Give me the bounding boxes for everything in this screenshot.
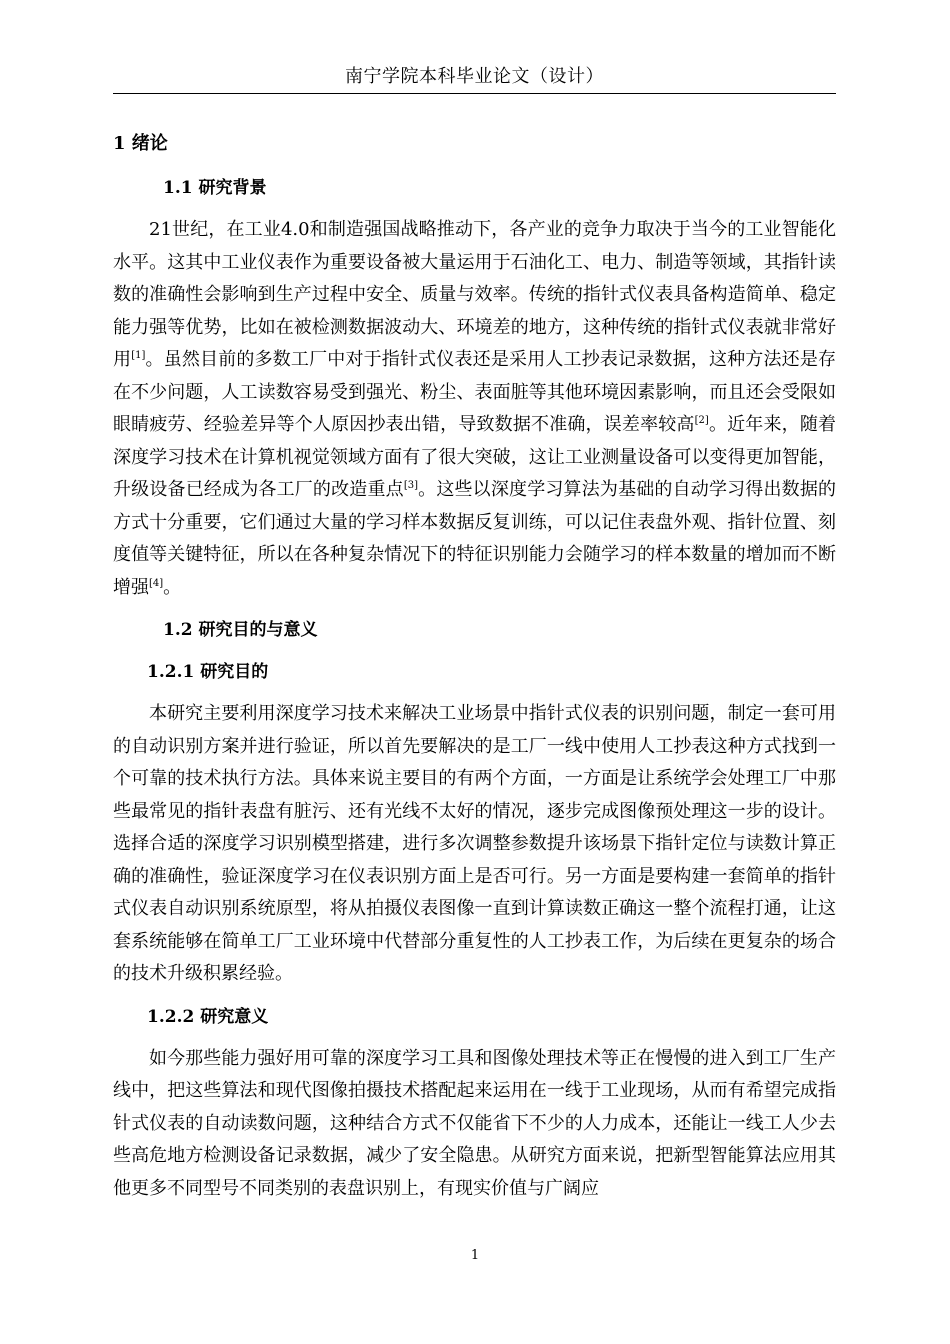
page-number: 1 bbox=[470, 1248, 480, 1263]
paragraph-text: 。近年来，随着深度学习技术在计算机视觉领域方面有了很大突破，这让工业测量设备可以变得更加智能，升级设备已经成为各工厂的改造重点 bbox=[113, 414, 837, 500]
subsection-heading-1-2-2: 1.2.2 研究意义 bbox=[147, 1006, 269, 1027]
paragraph-research-purpose: 本研究主要利用深度学习技术来解决工业场景中指针式仪表的识别问题，制定一套可用的自动识别方案并进行验证，所以首先要解决的是工厂一线中使用人工抄表这种方式找到一个可靠的技术执行方法。具体来说主要目的有两个方面，一方面是让系统学会处理工厂中那些最常见的指针表盘有脏污、还有光线不太好的情况，逐步完成图像预处理这一步的设计。选择合适的深度学习识别模型搭建，进行多次调整参数提升该场景下指针定位与读数计算正确的准确性，验证深度学习在仪表识别方面上是否可行。另一方面是要构建一套简单的指针式仪表自动识别系统原型，将从拍摄仪表图像一直到计算读数正确这一整个流程打通，让这套系统能够在简单工厂工业环境中代替部分重复性的人工抄表工作，为后续在更复杂的场合的技术升级积累经验。 bbox=[113, 703, 836, 984]
paragraph-research-significance: 如今那些能力强好用可靠的深度学习工具和图像处理技术等正在慢慢的进入到工厂生产线中，把这些算法和现代图像拍摄技术搭配起来运用在一线于工业现场，从而有希望完成指针式仪表的自动读数问题，这种结合方式不仅能省下不少的人力成本，还能让一线工人少去些高危地方检测设备记录数据，减少了安全隐患。从研究方面来说，把新型智能算法应用其他更多不同型号不同类别的表盘识别上，有现实价值与广阔应 bbox=[113, 1047, 836, 1199]
citation-ref: [4] bbox=[149, 577, 164, 589]
paragraph-text: 21世纪，在工业4.0和制造强国战略推动下，各产业的竞争力取决于当今的工业智能化水平。这其中工业仪表作为重要设备被大量运用于石油化工、电力、制造等领域，其指针读数的准确性会影响到生产过程中安全、质量与效率。传统的指针式仪表具备构造简单、稳定能力强等优势，比如在被检测数据波动大、环境差的地方，这种传统的指针式仪表就非常好用 bbox=[113, 219, 836, 370]
chapter-heading: 1 绪论 bbox=[113, 133, 168, 154]
paragraph-research-background bbox=[113, 214, 836, 604]
section-heading-1-1: 1.1 研究背景 bbox=[163, 178, 267, 198]
page-header-title: 南宁学院本科毕业论文（设计） bbox=[345, 66, 604, 87]
paragraph-text: 。这些以深度学习算法为基础的自动学习得出数据的方式十分重要，它们通过大量的学习样本数据反复训练，可以记住表盘外观、指针位置、刻度值等关键特征，所以在各种复杂情况下的特征识别能力会随学习的样本数量的增加而不断增强 bbox=[113, 479, 837, 598]
paragraph-text: 。虽然目前的多数工厂中对于指针式仪表还是采用人工抄表记录数据，这种方法还是存在不少问题，人工读数容易受到强光、粉尘、表面脏等其他环境因素影响，而且还会受限如眼睛疲劳、经验差异等个人原因抄表出错，导致数据不准确，误差率较高 bbox=[113, 349, 837, 435]
citation-ref: [3] bbox=[403, 480, 418, 491]
citation-ref: [1] bbox=[131, 350, 146, 361]
section-heading-1-2: 1.2 研究目的与意义 bbox=[163, 620, 318, 640]
paragraph-text: 。 bbox=[163, 576, 182, 598]
subsection-heading-1-2-1: 1.2.1 研究目的 bbox=[147, 662, 269, 682]
citation-ref: [2] bbox=[694, 415, 709, 426]
page-body bbox=[113, 128, 836, 1215]
header-rule bbox=[113, 93, 836, 94]
